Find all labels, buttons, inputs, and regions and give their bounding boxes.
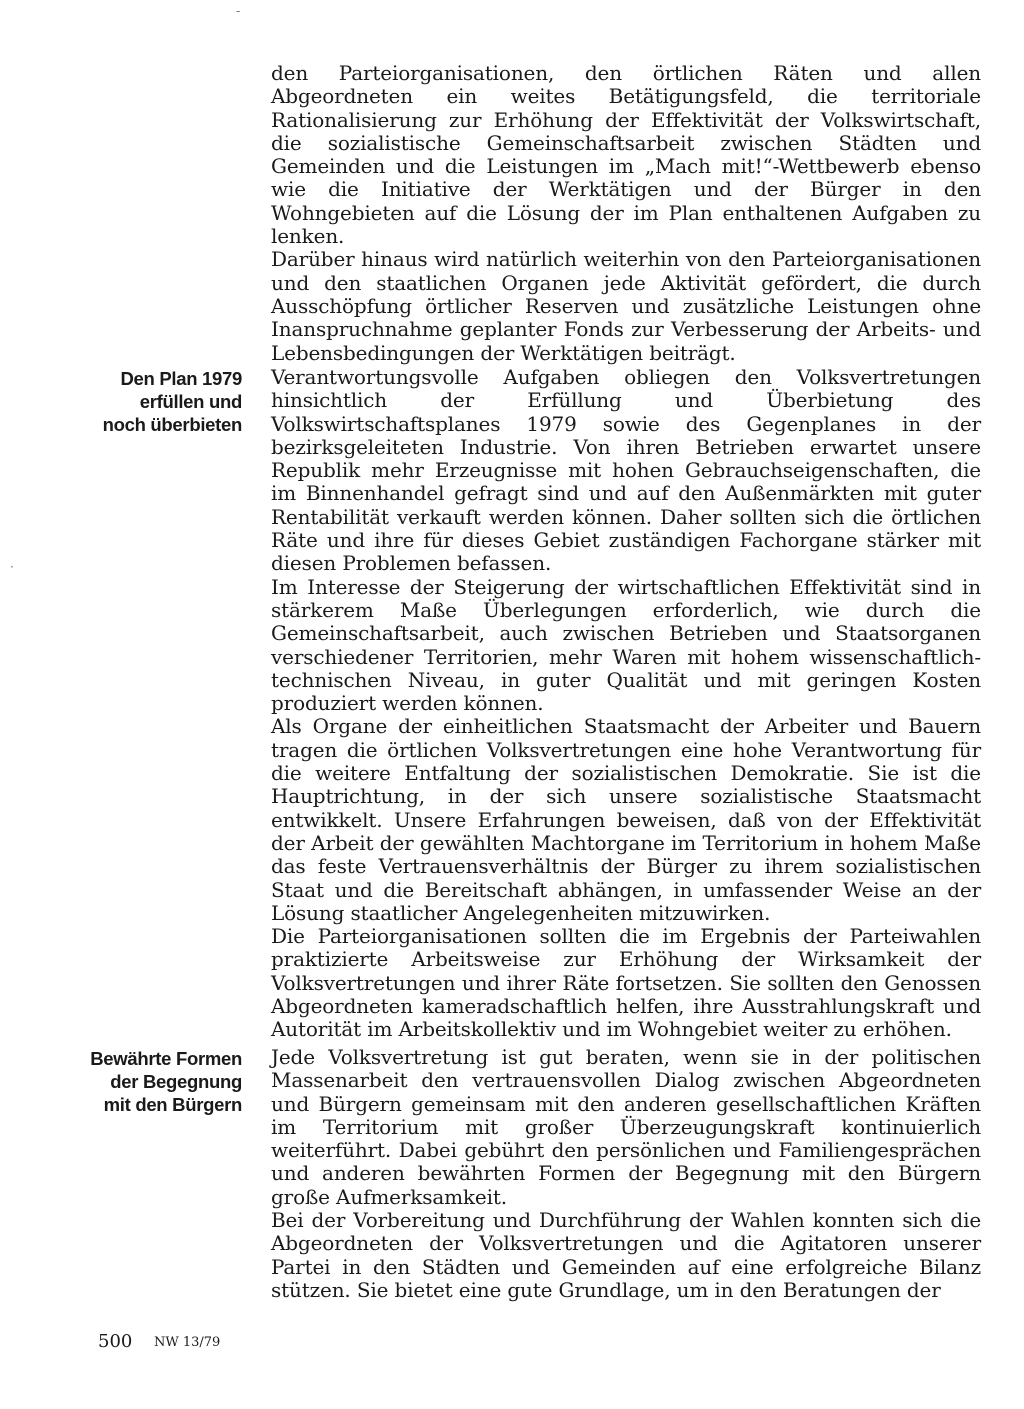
- scan-mark: ·: [10, 560, 14, 574]
- paragraph: Die Parteiorganisationen sollten die im Ergebnis der Parteiwahlen praktizierte Arbeitsweise zur Erhöhung der Wirksamkeit der Volksvertretungen und ihrer Räte fortsetzen. Sie sollten den Genossen Abgeordneten kameradschaftlich helfen, ihre Ausstrahlungskraft und Autorität im Arbeitskollektiv und im Wohngebiet weiter zu erhöhen.: [271, 924, 981, 1042]
- side-heading-begegnung: Bewährte Formen der Begegnung mit den Bürgern: [90, 1048, 242, 1115]
- page-number: 500: [98, 1331, 133, 1352]
- text-block-plan-1979: [271, 366, 981, 1042]
- issue-label: NW 13/79: [154, 1335, 221, 1350]
- paragraph: Darüber hinaus wird natürlich weiterhin von den Parteiorganisationen und den staatlichen Organen jede Aktivität gefördert, die durch Ausschöpfung örtlicher Reserven und zusätzliche Leistungen ohne Inanspruchnahme geplanter Fonds zur Verbesserung der Arbeits- und Lebensbedingungen der Werktätigen beiträgt.: [271, 247, 981, 365]
- paragraph: Als Organe der einheitlichen Staatsmacht der Arbeiter und Bauern tragen die örtlichen Volksvertretungen eine hohe Verantwortung für die weitere Entfaltung der sozialistischen Demokratie. Sie ist die Hauptrichtung, in der sich unsere sozialistische Staatsmacht entwikkelt. Unsere Erfahrungen beweisen, daß von der Effektivität der Arbeit der gewählten Machtorgane im Territorium in hohem Maße das feste Vertrauensverhältnis der Bürger zu ihrem sozialistischen Staat und die Bereitschaft abhängen, in umfassender Weise an der Lösung staatlicher Angelegenheiten mitzuwirken.: [271, 714, 981, 925]
- scan-mark: -: [236, 4, 241, 18]
- paragraph: Bei der Vorbereitung und Durchführung der Wahlen konnten sich die Abgeordneten der Volksvertretungen und die Agitatoren unserer Partei in den Städten und Gemeinden auf eine erfolgreiche Bilanz stützen. Sie bietet eine gute Grundlage, um in den Beratungen der: [271, 1208, 981, 1302]
- paragraph: Verantwortungsvolle Aufgaben obliegen den Volksvertretungen hinsichtlich der Erfüllung und Überbietung des Volkswirtschaftsplanes 1979 sowie des Gegenplanes in der bezirksgeleiteten Industrie. Von ihren Betrieben erwartet unsere Republik mehr Erzeugnisse mit hohen Gebrauchseigenschaften, die im Binnenhandel gefragt sind und auf den Außenmärkten mit guter Rentabilität verkauft werden können. Daher sollten sich die örtlichen Räte und ihre für dieses Gebiet zuständigen Fachorgane stärker mit diesen Problemen befassen.: [271, 365, 981, 576]
- text-block-begegnung: [271, 1046, 981, 1302]
- paragraph: Jede Volksvertretung ist gut beraten, wenn sie in der politischen Massenarbeit den vertrauensvollen Dialog zwischen Abgeordneten und Bürgern gemeinsam mit den anderen gesellschaftlichen Kräften im Territorium mit großer Überzeugungskraft kontinuierlich weiterführt. Dabei gebührt den persönlichen und Familiengesprächen und anderen bewährten Formen der Begegnung mit den Bürgern große Aufmerksamkeit.: [271, 1045, 981, 1209]
- paragraph: den Parteiorganisationen, den örtlichen Räten und allen Abgeordneten ein weites Betätigungsfeld, die territoriale Rationalisierung zur Erhöhung der Effektivität der Volkswirtschaft, die sozialistische Gemeinschaftsarbeit zwischen Städten und Gemeinden und die Leistungen im „Mach mit!“-Wettbewerb ebenso wie die Initiative der Werktätigen und der Bürger in den Wohngebieten auf die Lösung der im Plan enthaltenen Aufgaben zu lenken.: [271, 61, 981, 249]
- text-block-intro: [271, 62, 981, 365]
- paragraph: Im Interesse der Steigerung der wirtschaftlichen Effektivität sind in stärkerem Maße Überlegungen erforderlich, wie durch die Gemeinschaftsarbeit, auch zwischen Betrieben und Staatsorganen verschiedener Territorien, mehr Waren mit hohem wissenschaftlich-technischen Niveau, in guter Qualität und mit geringen Kosten produziert werden können.: [271, 574, 981, 716]
- side-heading-plan-1979: Den Plan 1979 erfüllen und noch überbieten: [102, 368, 242, 435]
